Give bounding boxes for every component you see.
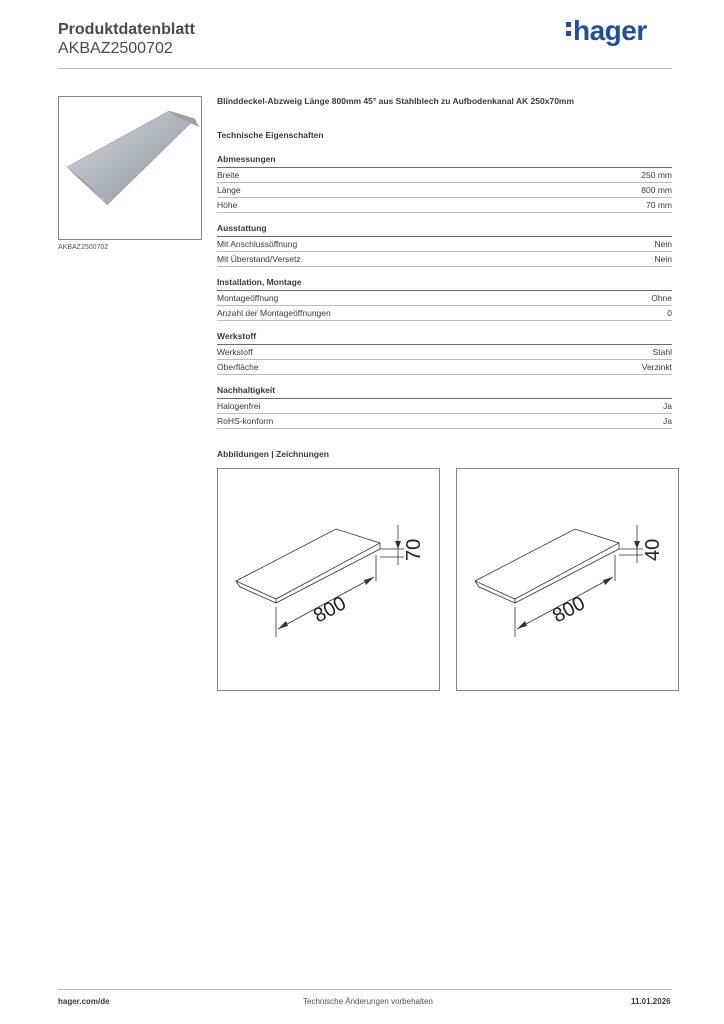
product-image [58, 96, 202, 240]
spec-row [217, 306, 672, 321]
spec-label: Montageöffnung [217, 293, 279, 303]
footer-divider [58, 989, 672, 990]
spec-label: Höhe [217, 200, 238, 210]
spec-label: Oberfläche [217, 362, 259, 372]
spec-label: RoHS-konform [217, 416, 274, 426]
product-caption: AKBAZ2500702 [58, 244, 109, 251]
spec-value: 0 [667, 308, 672, 318]
section-title: Abmessungen [217, 154, 672, 168]
spec-value: Verzinkt [641, 362, 672, 372]
spec-label: Mit Überstand/Versetz [217, 254, 301, 264]
section-material [217, 331, 672, 375]
article-number: AKBAZ2500702 [58, 40, 173, 57]
header-divider [58, 68, 672, 69]
footer-notice: Technische Änderungen vorbehalten [303, 997, 433, 1006]
figures-heading: Abbildungen | Zeichnungen [217, 449, 329, 459]
section-equipment [217, 223, 672, 267]
section-sustainability [217, 385, 672, 429]
spec-value: 250 mm [641, 170, 672, 180]
spec-label: Breite [217, 170, 240, 180]
spec-row [217, 360, 672, 375]
drawing-2-length: 800 [549, 592, 589, 628]
section-dimensions [217, 154, 672, 213]
drawing-1-length: 800 [310, 592, 350, 628]
footer-date: 11.01.2026 [631, 997, 671, 1006]
spec-label: Werkstoff [217, 347, 253, 357]
section-installation [217, 277, 672, 321]
spec-label: Mit Anschlussöffnung [217, 239, 298, 249]
drawing-1 [217, 468, 440, 691]
spec-value: Nein [654, 254, 672, 264]
spec-row [217, 252, 672, 267]
drawing-2-height: 40 [642, 538, 664, 561]
hager-logo: hager [573, 15, 647, 46]
footer-website: hager.com/de [58, 997, 110, 1006]
drawing-2 [456, 468, 679, 691]
spec-row [217, 345, 672, 360]
spec-row [217, 414, 672, 429]
product-description: Blinddeckel-Abzweig Länge 800mm 45° aus Stahlblech zu Aufbodenkanal AK 250x70mm [217, 96, 575, 106]
spec-value: Ja [663, 416, 672, 426]
spec-value: Ja [663, 401, 672, 411]
spec-value: Nein [654, 239, 672, 249]
spec-label: Halogenfrei [217, 401, 261, 411]
spec-row [217, 183, 672, 198]
spec-value: Ohne [651, 293, 672, 303]
spec-content [217, 96, 672, 459]
section-title: Werkstoff [217, 331, 672, 345]
spec-row [217, 291, 672, 306]
tech-heading: Technische Eigenschaften [217, 130, 324, 140]
drawing-1-height: 70 [403, 538, 425, 561]
section-title: Installation, Montage [217, 277, 672, 291]
spec-label: Länge [217, 185, 241, 195]
spec-value: 800 mm [641, 185, 672, 195]
spec-row [217, 237, 672, 252]
spec-row [217, 168, 672, 183]
spec-row [217, 198, 672, 213]
page-title: Produktdatenblatt [58, 21, 195, 38]
spec-label: Anzahl der Montageöffnungen [217, 308, 331, 318]
spec-value: Stahl [652, 347, 672, 357]
spec-value: 70 mm [646, 200, 672, 210]
section-title: Nachhaltigkeit [217, 385, 672, 399]
spec-row [217, 399, 672, 414]
section-title: Ausstattung [217, 223, 672, 237]
